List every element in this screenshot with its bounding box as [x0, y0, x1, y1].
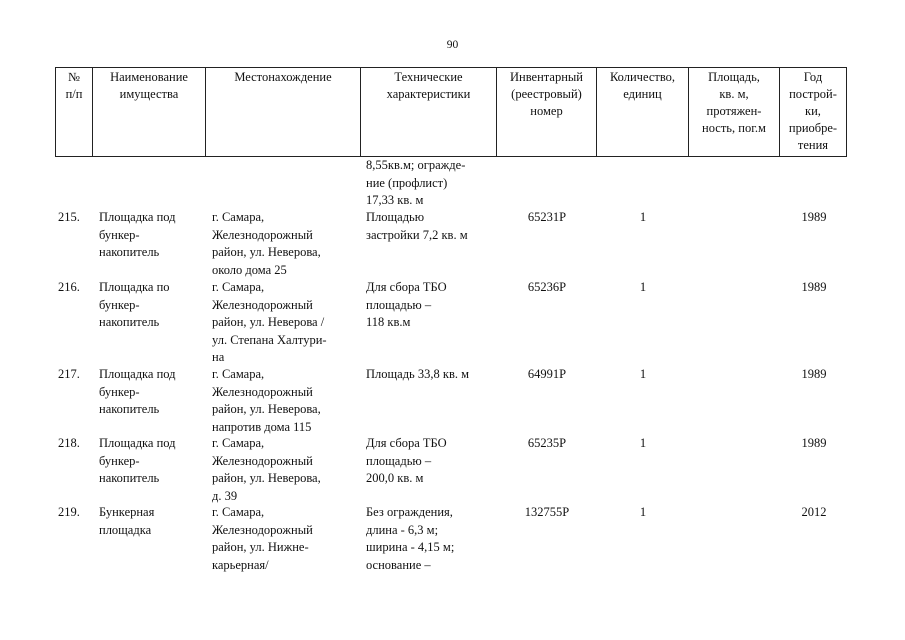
row-name: Площадка по бункер- накопитель [99, 280, 170, 329]
row-name: Площадка под бункер- накопитель [99, 367, 176, 416]
row-inventory: 65236Р [527, 280, 567, 294]
row-number: 216. [58, 280, 80, 294]
header-area: Площадь, кв. м, протяжен- ность, пог.м [702, 70, 766, 135]
row-inventory: 65231Р [527, 210, 567, 224]
row-tech: Площадью застройки 7,2 кв. м [366, 210, 468, 242]
row-inventory: 64991Р [527, 367, 567, 381]
row-quantity: 1 [639, 367, 647, 381]
row-year: 1989 [801, 436, 827, 450]
header-quantity: Количество, единиц [609, 70, 676, 101]
row-inventory: 132755Р [524, 505, 570, 519]
row-inventory: 65235Р [527, 436, 567, 450]
row-year: 2012 [801, 505, 827, 519]
row-number: 217. [58, 367, 80, 381]
row-name: Площадка под бункер- накопитель [99, 436, 176, 485]
row-quantity: 1 [639, 280, 647, 294]
row-quantity: 1 [639, 436, 647, 450]
header-year: Год построй- ки, приобре- тения [788, 70, 838, 152]
row-tech: Площадь 33,8 кв. м [366, 367, 470, 381]
row-name: Площадка под бункер- накопитель [99, 210, 176, 259]
row-location: г. Самара, Железнодорожный район, ул. Неверова, напротив дома 115 [212, 367, 321, 434]
page-number: 90 [446, 39, 459, 51]
continuation-tech: 8,55кв.м; огражде- ние (профлист) 17,33 кв. м [366, 158, 466, 207]
row-quantity: 1 [639, 505, 647, 519]
row-location: г. Самара, Железнодорожный район, ул. Нижне- карьерная/ [212, 505, 313, 572]
row-tech: Для сбора ТБО площадью – 118 кв.м [366, 280, 447, 329]
row-location: г. Самара, Железнодорожный район, ул. Неверова / ул. Степана Халтури- на [212, 280, 327, 364]
row-number: 219. [58, 505, 80, 519]
row-quantity: 1 [639, 210, 647, 224]
row-number: 215. [58, 210, 80, 224]
row-year: 1989 [801, 280, 827, 294]
row-name: Бункерная площадка [99, 505, 155, 537]
row-tech: Без ограждения, длина - 6,3 м; ширина - 4,15 м; основание – [366, 505, 455, 572]
row-location: г. Самара, Железнодорожный район, ул. Неверова, д. 39 [212, 436, 321, 503]
row-tech: Для сбора ТБО площадью – 200,0 кв. м [366, 436, 447, 485]
row-location: г. Самара, Железнодорожный район, ул. Неверова, около дома 25 [212, 210, 321, 277]
header-name: Наименование имущества [110, 70, 188, 101]
row-year: 1989 [801, 367, 827, 381]
header-tech: Технические характеристики [386, 70, 471, 101]
header-inventory: Инвентарный (реестровый) номер [510, 70, 583, 118]
row-year: 1989 [801, 210, 827, 224]
header-num: № п/п [65, 70, 83, 101]
row-number: 218. [58, 436, 80, 450]
header-location: Местонахождение [234, 70, 332, 84]
